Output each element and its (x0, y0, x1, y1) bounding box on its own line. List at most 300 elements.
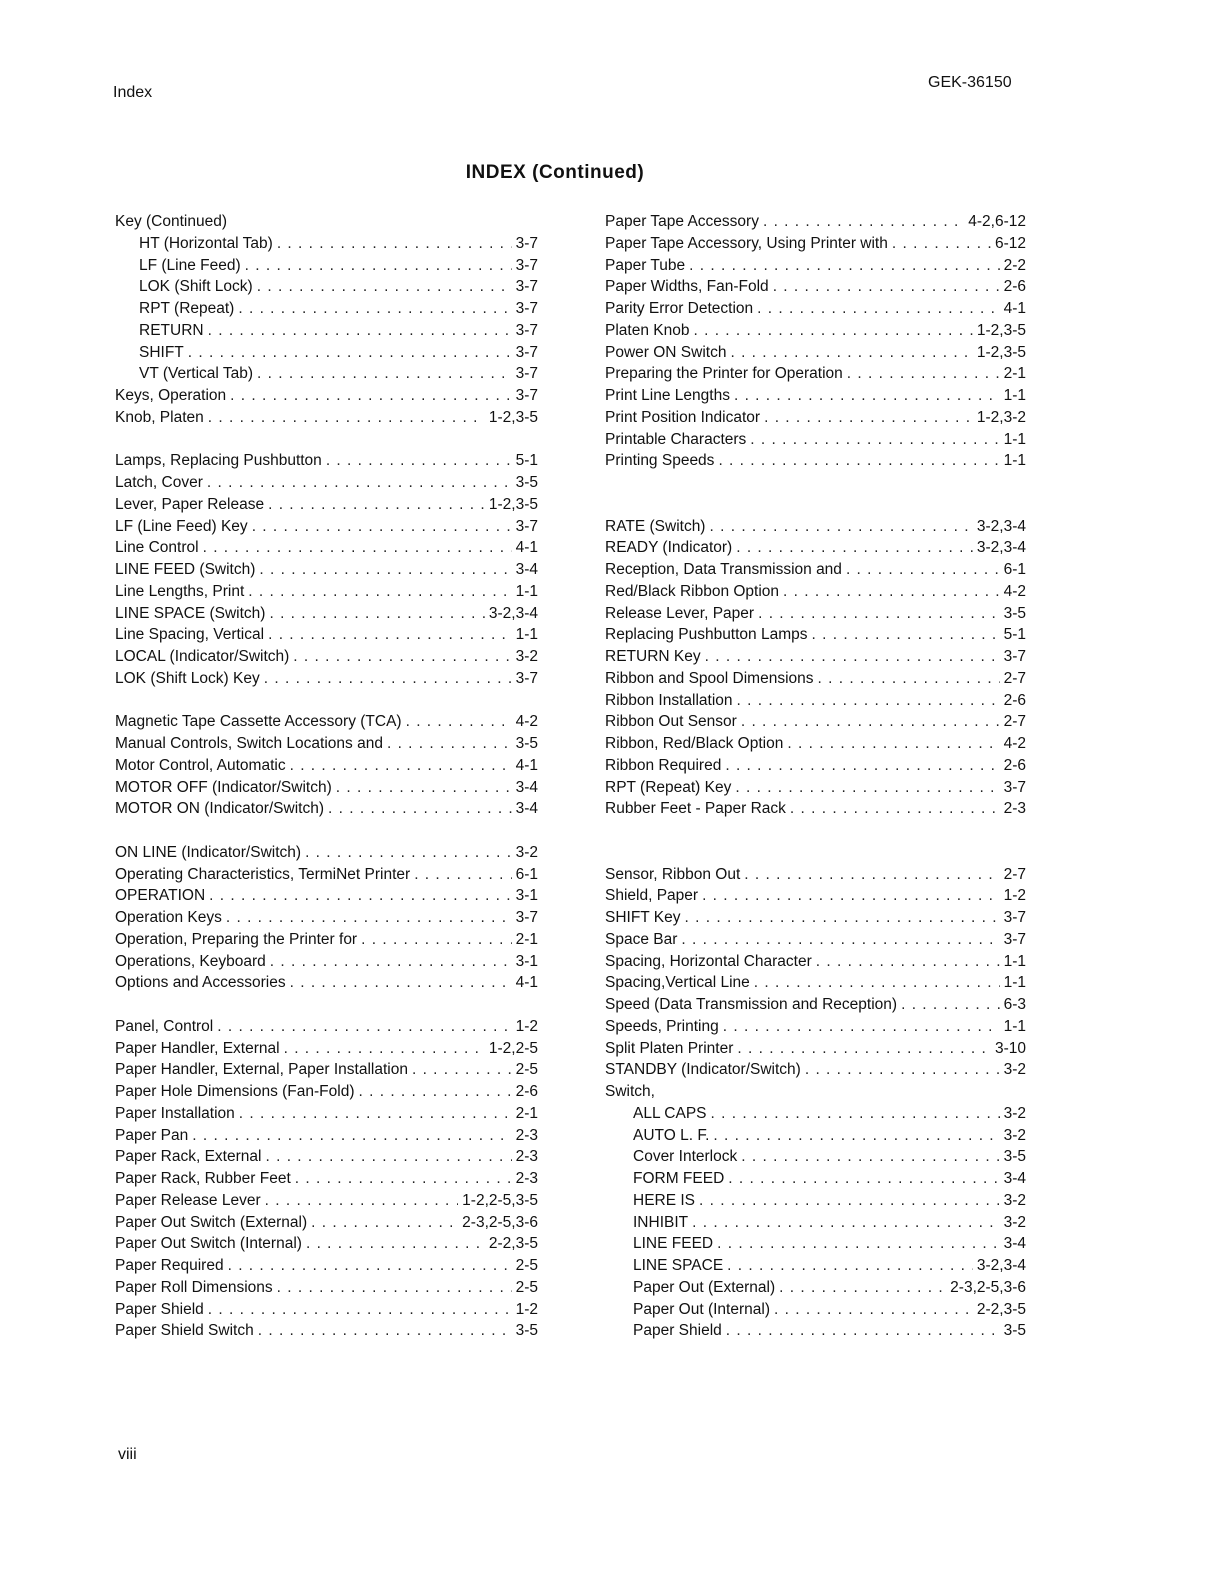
index-entry (605, 668, 1026, 690)
dot-leader (901, 994, 1000, 1016)
index-entry-page-ref: 4-1 (515, 756, 538, 774)
index-entry-label: Paper Shield (115, 1300, 204, 1318)
index-entry-page-ref: 3-5 (1003, 1322, 1026, 1340)
index-entry-page-ref: 1-2,3-5 (976, 343, 1026, 361)
index-entry (115, 472, 538, 494)
index-entry-label: Red/Black Ribbon Option (605, 582, 780, 600)
index-entry (605, 1255, 1026, 1277)
index-entry (115, 733, 538, 755)
dot-leader (207, 472, 512, 494)
index-entry-page-ref: 3-5 (515, 735, 538, 752)
index-entry-label: RATE (Switch) (605, 517, 706, 535)
index-entry-page-ref: 2-6 (1003, 691, 1026, 709)
dot-leader (725, 755, 999, 777)
index-entry-page-ref: 2-2,3-5 (976, 1300, 1026, 1318)
index-entry-page-ref: 3-7 (1003, 930, 1026, 948)
dot-leader (713, 1125, 999, 1147)
index-entry-label: OPERATION (115, 887, 206, 905)
index-entry-label: Spacing, Horizontal Character (605, 952, 812, 970)
index-entry-page-ref: 3-7 (515, 321, 538, 339)
index-entry-page-ref: 3-1 (515, 887, 538, 905)
index-entry-label: Line Control (115, 539, 199, 557)
index-entry-page-ref: 1-1 (1003, 430, 1026, 448)
index-entry-label: Platen Knob (605, 321, 690, 339)
index-entry-label: Latch, Cover (115, 474, 203, 491)
index-entry-label: Ribbon and Spool Dimensions (605, 669, 814, 687)
index-entry (115, 559, 538, 581)
index-entry (115, 777, 538, 799)
index-entry (115, 1038, 538, 1060)
dot-leader (741, 1146, 999, 1168)
dot-leader (248, 581, 511, 603)
index-entry (605, 755, 1026, 777)
dot-leader (208, 407, 485, 429)
index-entry-page-ref: 1-1 (1003, 1017, 1026, 1035)
index-entry (605, 363, 1026, 385)
index-entry-label: Paper Shield (633, 1322, 722, 1340)
index-entry-page-ref: 3-1 (515, 952, 538, 970)
index-entry-page-ref: 3-7 (515, 278, 538, 296)
index-entry-label: Reception, Data Transmission and (605, 561, 842, 578)
dot-leader (268, 624, 512, 646)
dot-leader (758, 603, 1000, 625)
index-entry-page-ref: 2-3 (1003, 800, 1026, 818)
dot-leader (847, 363, 1000, 385)
index-entry (605, 407, 1026, 429)
index-entry (115, 929, 538, 951)
dot-leader (702, 885, 1000, 907)
index-entry-label: Ribbon Out Sensor (605, 713, 737, 731)
section-gap (115, 994, 538, 1016)
dot-leader (284, 1038, 485, 1060)
dot-leader (290, 972, 512, 994)
index-entry-page-ref: 3-7 (515, 234, 538, 252)
index-entry-page-ref: 3-2 (515, 843, 538, 861)
index-entry-page-ref: 1-1 (1003, 387, 1026, 404)
index-entry-label: Lamps, Replacing Pushbutton (115, 452, 322, 470)
document-number: GEK-36150 (928, 74, 1012, 91)
index-entry-page-ref: 3-2 (1003, 1061, 1026, 1079)
index-entry-page-ref: 3-7 (515, 909, 538, 926)
index-entry (605, 1103, 1026, 1125)
index-entry-page-ref: 2-7 (1003, 713, 1026, 731)
index-entry-page-ref: 6-1 (1003, 561, 1026, 578)
index-entry-page-ref: 2-3,2-5,3-6 (462, 1213, 538, 1231)
dot-leader (277, 1277, 512, 1299)
dot-leader (717, 1233, 999, 1255)
index-entry-label: AUTO L. F. (633, 1126, 710, 1144)
index-entry-page-ref: 2-5 (515, 1278, 538, 1296)
index-entry-label: Operation, Preparing the Printer for (115, 930, 358, 948)
index-entry-label: Paper Tape Accessory (605, 213, 759, 230)
index-entry (605, 537, 1026, 559)
index-entry-page-ref: 4-2 (1003, 582, 1026, 600)
index-entry (605, 733, 1026, 755)
dot-leader (269, 603, 484, 625)
index-entry-page-ref: 2-6 (1003, 756, 1026, 774)
dot-leader (238, 298, 511, 320)
index-entry-label: VT (Vertical Tab) (139, 365, 254, 383)
dot-leader (685, 907, 1000, 929)
index-entry-label: LOK (Shift Lock) (139, 278, 253, 296)
index-column-right (605, 211, 1026, 1342)
index-entry-page-ref: 2-7 (1003, 669, 1026, 687)
index-entry-label: Power ON Switch (605, 343, 727, 361)
index-entry (115, 342, 538, 364)
index-entry-label: Spacing,Vertical Line (605, 974, 750, 992)
index-entry (605, 1016, 1026, 1038)
index-entry (605, 624, 1026, 646)
dot-leader (741, 711, 1000, 733)
index-entry-label: Paper Out (Internal) (633, 1300, 770, 1318)
index-entry-label: Rubber Feet - Paper Rack (605, 800, 786, 818)
dot-leader (705, 646, 1000, 668)
index-entry (115, 1190, 538, 1212)
dot-leader (293, 646, 511, 668)
dot-leader (727, 1255, 973, 1277)
dot-leader (787, 733, 999, 755)
index-entry (115, 864, 538, 886)
index-entry-label: LF (Line Feed) Key (115, 517, 248, 535)
index-entry-page-ref: 3-7 (515, 343, 538, 361)
dot-leader (290, 755, 512, 777)
index-entry (605, 907, 1026, 929)
index-entry (605, 1277, 1026, 1299)
index-entry (115, 233, 538, 255)
index-entry-label: LINE FEED (Switch) (115, 561, 256, 578)
dot-leader (387, 733, 512, 755)
index-entry-page-ref: 2-1 (515, 930, 538, 948)
dot-leader (252, 516, 512, 538)
index-entry-page-ref: 6-3 (1003, 996, 1026, 1013)
index-entry-page-ref: 3-5 (515, 474, 538, 491)
section-gap (115, 690, 538, 712)
index-entry-label: LF (Line Feed) (139, 256, 241, 274)
index-entry-label: MOTOR ON (Indicator/Switch) (115, 800, 325, 818)
index-entry-page-ref: 1-2,3-5 (488, 408, 538, 426)
index-entry (605, 951, 1026, 973)
dot-leader (818, 668, 1000, 690)
index-entry-page-ref: 2-6 (1003, 278, 1026, 296)
dot-leader (203, 537, 512, 559)
dot-leader (188, 342, 512, 364)
index-entry (115, 320, 538, 342)
index-entry-page-ref: 6-12 (994, 234, 1026, 252)
index-entry-page-ref: 2-3 (515, 1126, 538, 1144)
index-entry-label: FORM FEED (633, 1170, 725, 1187)
index-entry-label: Paper Shield Switch (115, 1322, 254, 1340)
dot-leader (692, 1212, 999, 1234)
index-entry-label: Line Spacing, Vertical (115, 626, 265, 644)
index-entry (605, 298, 1026, 320)
dot-leader (846, 559, 1000, 581)
index-entry (115, 1320, 538, 1342)
index-entry-label: Paper Installation (115, 1104, 235, 1122)
index-entry (115, 581, 538, 603)
index-entry-page-ref: 4-2 (515, 713, 538, 731)
dot-leader (406, 711, 512, 733)
index-entry-label: Paper Tube (605, 256, 686, 274)
dot-leader (228, 1255, 512, 1277)
dot-leader (208, 1299, 512, 1321)
index-entry (115, 450, 538, 472)
index-entry (115, 1299, 538, 1321)
index-entry-page-ref: 1-2 (515, 1300, 538, 1318)
section-gap (605, 820, 1026, 842)
index-entry-page-ref: 3-5 (515, 1322, 538, 1340)
index-entry-page-ref: 3-2,3-4 (488, 604, 538, 622)
dot-leader (265, 1190, 459, 1212)
index-entry-page-ref: 3-2,3-4 (976, 539, 1026, 557)
index-entry (605, 1038, 1026, 1060)
dot-leader (414, 864, 511, 886)
index-entry-page-ref: 3-2 (1003, 1191, 1026, 1209)
index-entry-page-ref: 2-5 (515, 1257, 538, 1274)
dot-leader (763, 211, 964, 233)
index-entry (115, 798, 538, 820)
index-entry-page-ref: 4-2,6-12 (968, 213, 1026, 230)
dot-leader (744, 864, 999, 886)
index-entry-label: HT (Horizontal Tab) (139, 234, 273, 252)
dot-leader (209, 885, 511, 907)
index-entry (115, 1081, 538, 1103)
index-entry-page-ref: 3-2 (1003, 1213, 1026, 1231)
index-entry-label: Space Bar (605, 930, 678, 948)
index-entry-page-ref: 3-4 (515, 561, 538, 578)
dot-leader (268, 494, 485, 516)
dot-leader (734, 385, 1000, 407)
index-entry (115, 603, 538, 625)
index-entry (115, 276, 538, 298)
index-entry (605, 646, 1026, 668)
index-entry (115, 624, 538, 646)
index-entry-label: Line Lengths, Print (115, 582, 245, 600)
page-title: INDEX (Continued) (465, 162, 645, 183)
index-entry-label: Release Lever, Paper (605, 604, 755, 622)
index-entry-label: Manual Controls, Switch Locations and (115, 735, 383, 752)
index-entry (115, 1255, 538, 1277)
dot-leader (709, 516, 972, 538)
section-gap (115, 429, 538, 451)
index-entry-label: Paper Required (115, 1257, 224, 1274)
index-entry (115, 298, 538, 320)
index-entry (115, 1233, 538, 1255)
dot-leader (245, 255, 512, 277)
index-entry (605, 1168, 1026, 1190)
index-entry (115, 1212, 538, 1234)
index-entry (115, 885, 538, 907)
index-entry-label: Paper Rack, External (115, 1148, 262, 1166)
index-entry-label: Switch, (605, 1083, 655, 1100)
dot-leader (265, 1146, 511, 1168)
index-entry-label: Keys, Operation (115, 387, 227, 404)
index-entry-page-ref: 2-7 (1003, 865, 1026, 883)
dot-leader (718, 450, 999, 472)
index-entry-label: MOTOR OFF (Indicator/Switch) (115, 778, 332, 796)
dot-leader (264, 668, 512, 690)
dot-leader (774, 1299, 973, 1321)
index-entry-label: Replacing Pushbutton Lamps (605, 626, 808, 644)
index-entry-label: Print Line Lengths (605, 387, 730, 404)
index-entry-page-ref: 1-2,2-5,3-5 (462, 1191, 538, 1209)
dot-leader (328, 798, 512, 820)
index-entry-label: Ribbon Required (605, 756, 722, 774)
index-entry-page-ref: 3-4 (515, 778, 538, 796)
index-entry (115, 211, 538, 233)
index-entry-label: Lever, Paper Release (115, 495, 265, 513)
index-entry (115, 385, 538, 407)
dot-leader (773, 276, 1000, 298)
dot-leader (693, 320, 972, 342)
index-entry-label: Cover Interlock (633, 1148, 738, 1166)
index-entry-label: Speeds, Printing (605, 1017, 719, 1035)
index-entry-label: Print Position Indicator (605, 408, 761, 426)
index-entry-page-ref: 1-2,3-5 (488, 495, 538, 513)
index-entry (115, 494, 538, 516)
index-entry-label: Knob, Platen (115, 408, 204, 426)
index-entry-page-ref: 1-1 (515, 582, 538, 600)
index-entry-page-ref: 1-2,3-2 (976, 408, 1026, 426)
index-entry-page-ref: 3-7 (515, 300, 538, 317)
index-entry-label: Split Platen Printer (605, 1039, 734, 1057)
index-entry-page-ref: 1-1 (515, 626, 538, 644)
dot-leader (812, 624, 1000, 646)
index-entry-page-ref: 3-7 (515, 387, 538, 404)
index-entry (605, 233, 1026, 255)
index-entry-label: Key (Continued) (115, 213, 228, 230)
index-entry-page-ref: 2-6 (515, 1083, 538, 1100)
index-entry-page-ref: 1-2 (515, 1017, 538, 1035)
index-entry-label: Paper Out Switch (External) (115, 1213, 308, 1231)
index-entry (115, 907, 538, 929)
dot-leader (295, 1168, 512, 1190)
index-entry-page-ref: 3-5 (1003, 1148, 1026, 1166)
index-entry-label: Ribbon Installation (605, 691, 733, 709)
index-entry (605, 885, 1026, 907)
dot-leader (892, 233, 991, 255)
section-gap (605, 472, 1026, 494)
dot-leader (699, 1190, 1000, 1212)
index-entry-label: READY (Indicator) (605, 539, 733, 557)
dot-leader (361, 929, 511, 951)
index-entry-label: LINE FEED (633, 1235, 714, 1253)
dot-leader (208, 320, 512, 342)
dot-leader (217, 1016, 511, 1038)
index-entry-label: RETURN Key (605, 648, 701, 665)
index-entry (605, 864, 1026, 886)
dot-leader (306, 1233, 485, 1255)
index-entry (605, 516, 1026, 538)
index-entry-label: Panel, Control (115, 1017, 214, 1035)
index-entry-label: RETURN (139, 321, 204, 339)
index-entry-page-ref: 2-1 (1003, 365, 1026, 383)
index-entry (605, 1212, 1026, 1234)
index-entry-label: Paper Out (External) (633, 1278, 776, 1296)
index-entry (605, 1146, 1026, 1168)
index-entry (605, 320, 1026, 342)
index-entry-label: Shield, Paper (605, 887, 699, 905)
index-entry (605, 255, 1026, 277)
index-entry (115, 668, 538, 690)
dot-leader (757, 298, 999, 320)
dot-leader (689, 255, 999, 277)
index-entry (115, 1016, 538, 1038)
index-entry-page-ref: 5-1 (515, 452, 538, 470)
index-entry (115, 972, 538, 994)
dot-leader (258, 1320, 512, 1342)
dot-leader (336, 777, 512, 799)
index-entry-page-ref: 3-7 (515, 256, 538, 274)
section-gap (115, 820, 538, 842)
index-entry (115, 1168, 538, 1190)
index-entry-page-ref: 3-7 (515, 669, 538, 687)
index-entry (605, 711, 1026, 733)
index-entry (115, 1103, 538, 1125)
dot-leader (277, 233, 512, 255)
index-entry-label: Sensor, Ribbon Out (605, 865, 741, 883)
page-number: viii (118, 1446, 137, 1463)
dot-leader (805, 1059, 1000, 1081)
dot-leader (358, 1081, 511, 1103)
index-entry (605, 1299, 1026, 1321)
index-entry-page-ref: 3-4 (1003, 1235, 1026, 1253)
index-entry (605, 1081, 1026, 1103)
index-entry (605, 690, 1026, 712)
index-entry-page-ref: 2-3 (515, 1170, 538, 1187)
index-entry-label: Paper Tape Accessory, Using Printer with (605, 234, 888, 252)
index-entry-page-ref: 3-2,3-4 (976, 1257, 1026, 1274)
index-entry (605, 929, 1026, 951)
index-entry-label: Printing Speeds (605, 452, 715, 470)
dot-leader (737, 690, 1000, 712)
index-entry (605, 429, 1026, 451)
index-column-left (115, 211, 538, 1342)
index-entry (605, 342, 1026, 364)
index-entry (605, 1125, 1026, 1147)
index-entry-page-ref: 1-1 (1003, 952, 1026, 970)
index-entry-page-ref: 3-7 (515, 365, 538, 383)
index-entry-label: Operation Keys (115, 909, 222, 926)
index-entry (605, 1190, 1026, 1212)
index-entry-label: Magnetic Tape Cassette Accessory (TCA) (115, 713, 402, 731)
index-entry-label: LINE SPACE (Switch) (115, 604, 266, 622)
index-entry-page-ref: 2-3 (515, 1148, 538, 1166)
index-entry-label: Paper Pan (115, 1126, 189, 1144)
index-entry-label: STANDBY (Indicator/Switch) (605, 1061, 801, 1079)
dot-leader (730, 342, 972, 364)
index-entry (115, 842, 538, 864)
dot-leader (257, 276, 512, 298)
index-entry-label: LINE SPACE (633, 1257, 724, 1274)
dot-leader (192, 1125, 511, 1147)
index-entry-page-ref: 3-7 (1003, 648, 1026, 665)
index-entry-label: Options and Accessories (115, 974, 286, 992)
index-entry-page-ref: 5-1 (1003, 626, 1026, 644)
dot-leader (305, 842, 512, 864)
index-entry-label: Paper Roll Dimensions (115, 1278, 273, 1296)
index-entry (115, 711, 538, 733)
index-entry (115, 755, 538, 777)
section-gap (605, 842, 1026, 864)
index-entry-label: LOCAL (Indicator/Switch) (115, 648, 290, 665)
index-entry-label: SHIFT Key (605, 909, 681, 926)
index-entry (115, 407, 538, 429)
index-entry-page-ref: 6-1 (515, 865, 538, 883)
index-entry-label: Paper Widths, Fan-Fold (605, 278, 769, 296)
index-entry-label: Paper Rack, Rubber Feet (115, 1170, 291, 1187)
index-entry (605, 994, 1026, 1016)
index-entry-label: RPT (Repeat) Key (605, 778, 732, 796)
